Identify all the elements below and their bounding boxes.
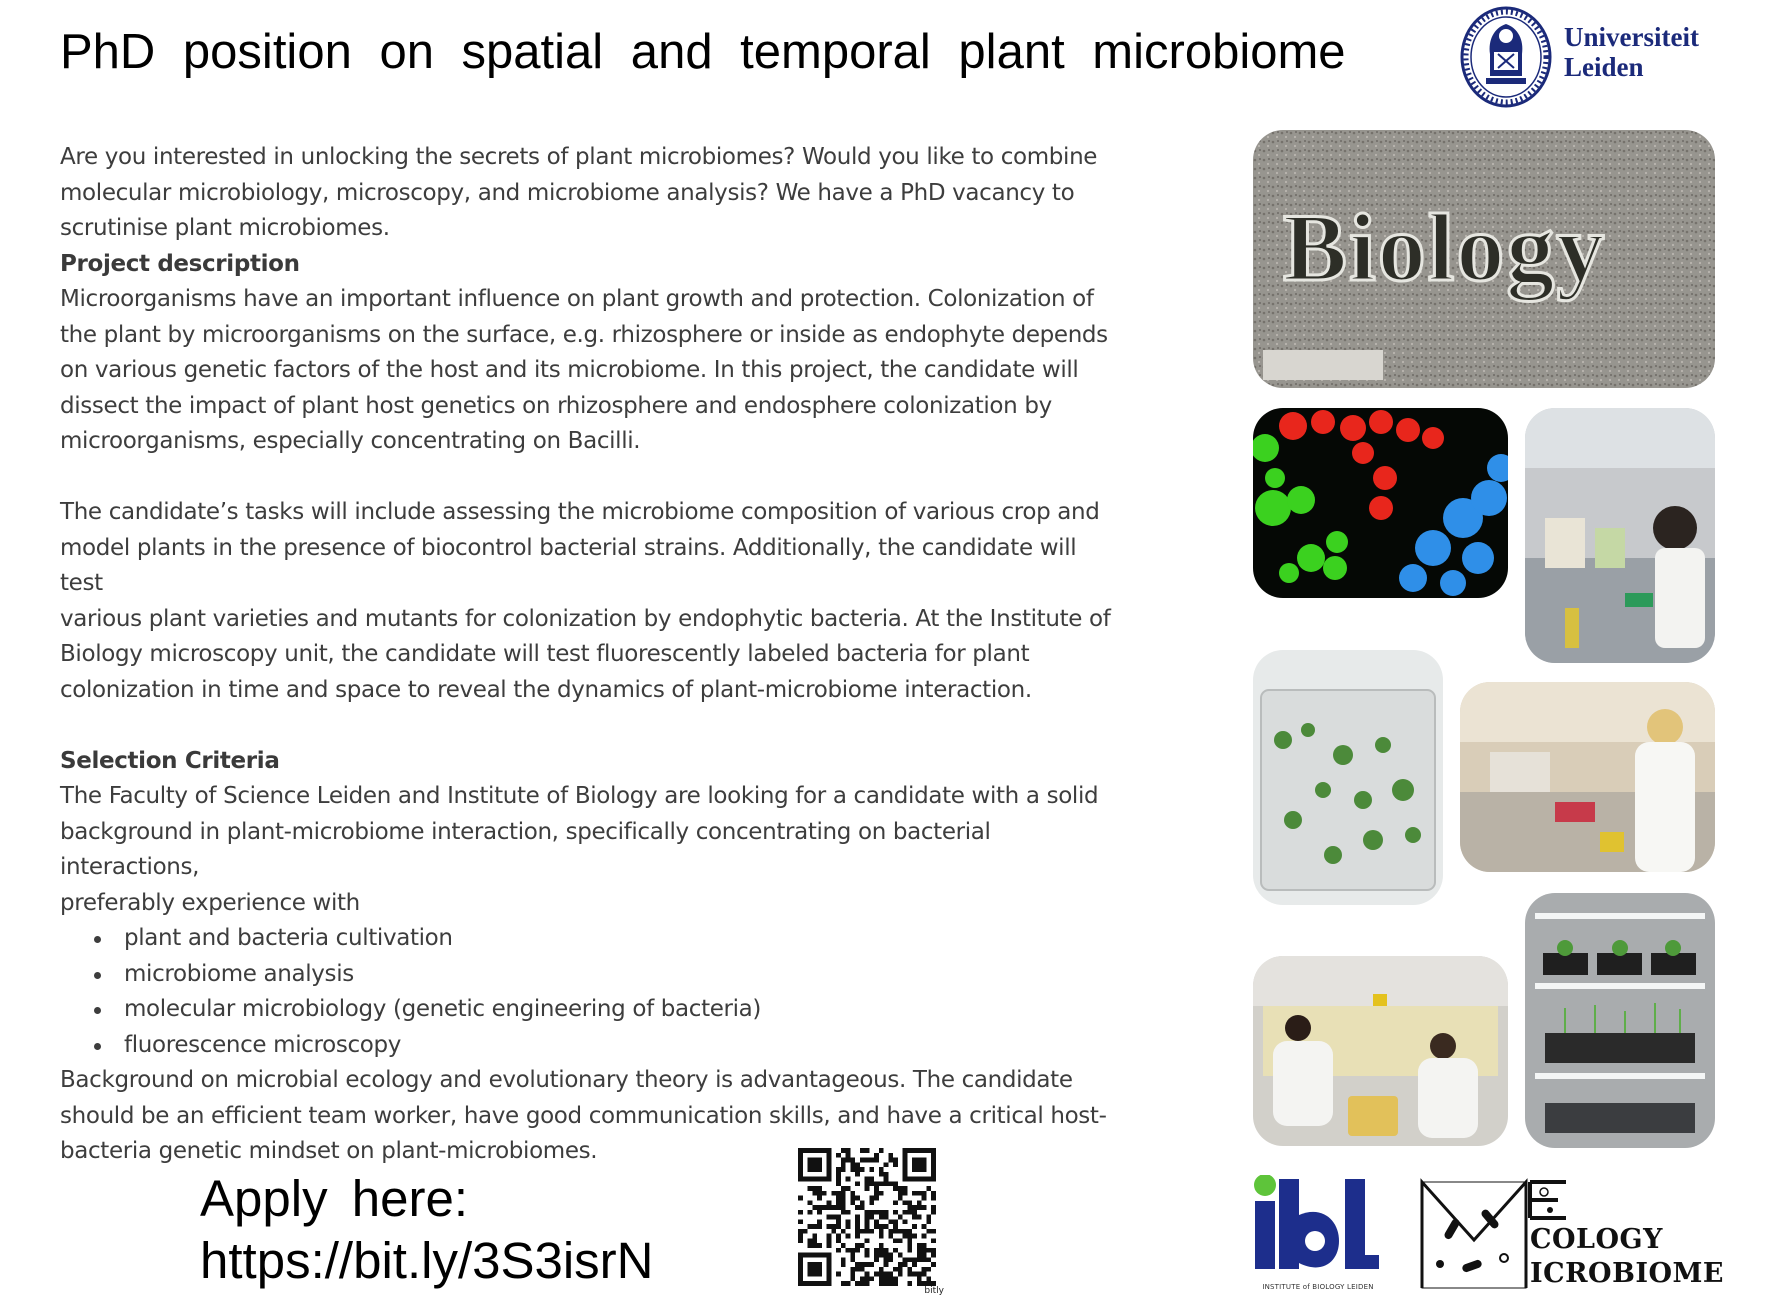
list-item: fluorescence microscopy	[94, 1028, 1120, 1064]
photo-flow-hood	[1253, 956, 1508, 1146]
photo-lab-bench	[1460, 682, 1715, 872]
logo-microbiome-text: ICROBIOME	[1530, 1258, 1725, 1289]
qr-code[interactable]	[798, 1148, 944, 1294]
sign-lettering: Biology	[1283, 194, 1607, 301]
tasks-paragraph-line: colonization in time and space to reveal the dynamics of plant-microbiome interaction.	[60, 676, 1032, 703]
project-paragraph-line: on various genetic factors of the host and its microbiome. In this project, the candidate will	[60, 357, 1079, 383]
tasks-paragraph-line: The candidate’s tasks will include assessing the microbiome composition of various crop and	[60, 499, 1100, 525]
apply-section	[200, 1168, 654, 1292]
tasks-paragraph-line: various plant varieties and mutants for colonization by endophytic bacteria. At the Institute of	[60, 605, 1111, 632]
logo-ecology-text: COLOGY	[1530, 1224, 1663, 1255]
qr-code-icon	[798, 1148, 936, 1286]
project-paragraph-line: dissect the impact of plant host genetics on rhizosphere and endosphere colonization by	[60, 392, 1052, 419]
project-paragraph-line: the plant by microorganisms on the surface, e.g. rhizosphere or inside as endophyte depends	[60, 321, 1108, 348]
page-title: PhD position on spatial and temporal plant microbiome	[60, 25, 1346, 79]
photo-seedlings-box	[1253, 650, 1443, 905]
tasks-paragraph-line: Biology microscopy unit, the candidate will test fluorescently labeled bacteria for plant	[60, 641, 1030, 667]
leiden-university-logo	[1460, 6, 1720, 110]
leiden-seal-icon	[1460, 6, 1552, 108]
leiden-logo-line2: Leiden	[1564, 52, 1644, 82]
ibl-logo-text: INSTITUTE of BIOLOGY LEIDEN	[1262, 1283, 1374, 1291]
experience-list	[60, 921, 1120, 1063]
qr-caption: bitly	[924, 1286, 944, 1296]
closing-paragraph-line: Background on microbial ecology and evolutionary theory is advantageous. The candidate	[60, 1067, 1073, 1093]
photo-growth-chamber	[1525, 893, 1715, 1148]
apply-label: Apply here:	[200, 1170, 468, 1227]
project-description-heading: Project description	[60, 250, 300, 277]
apply-link[interactable]: https://bit.ly/3S3isrN	[200, 1232, 654, 1289]
intro-line: molecular microbiology, microscopy, and microbiome analysis? We have a PhD vacancy to	[60, 179, 1075, 206]
selection-paragraph-line: background in plant-microbiome interaction, specifically concentrating on bacterial interactions,	[60, 818, 991, 880]
project-paragraph-line: Microorganisms have an important influence on plant growth and protection. Colonization of	[60, 286, 1094, 312]
selection-paragraph-line: The Faculty of Science Leiden and Institute of Biology are looking for a candidate with a solid	[60, 783, 1099, 809]
intro-line: Are you interested in unlocking the secrets of plant microbiomes? Would you like to combine	[60, 144, 1098, 170]
vacancy-text	[60, 140, 1120, 1170]
closing-paragraph-line: bacteria genetic mindset on plant-microbiomes.	[60, 1138, 598, 1164]
selection-criteria-heading: Selection Criteria	[60, 747, 280, 774]
list-item: plant and bacteria cultivation	[94, 921, 1120, 957]
intro-line: scrutinise plant microbiomes.	[60, 215, 390, 241]
list-item: microbiome analysis	[94, 957, 1120, 993]
project-paragraph-line: microorganisms, especially concentrating on Bacilli.	[60, 428, 641, 454]
photo-biology-sign	[1253, 130, 1715, 388]
leiden-logo-line1: Universiteit	[1564, 22, 1699, 52]
selection-paragraph-line: preferably experience with	[60, 889, 360, 916]
ibl-logo-icon	[1253, 1175, 1383, 1275]
ibl-logo	[1253, 1175, 1383, 1291]
microbiome-ecology-logo	[1418, 1178, 1725, 1292]
tasks-paragraph-line: model plants in the presence of biocontrol bacterial strains. Additionally, the candidate will test	[60, 534, 1077, 596]
list-item: molecular microbiology (genetic engineering of bacteria)	[94, 992, 1120, 1028]
photo-lab-researcher	[1525, 408, 1715, 663]
closing-paragraph-line: should be an efficient team worker, have good communication skills, and have a critical host-	[60, 1102, 1107, 1129]
photo-fluorescent-bacteria	[1253, 408, 1508, 598]
